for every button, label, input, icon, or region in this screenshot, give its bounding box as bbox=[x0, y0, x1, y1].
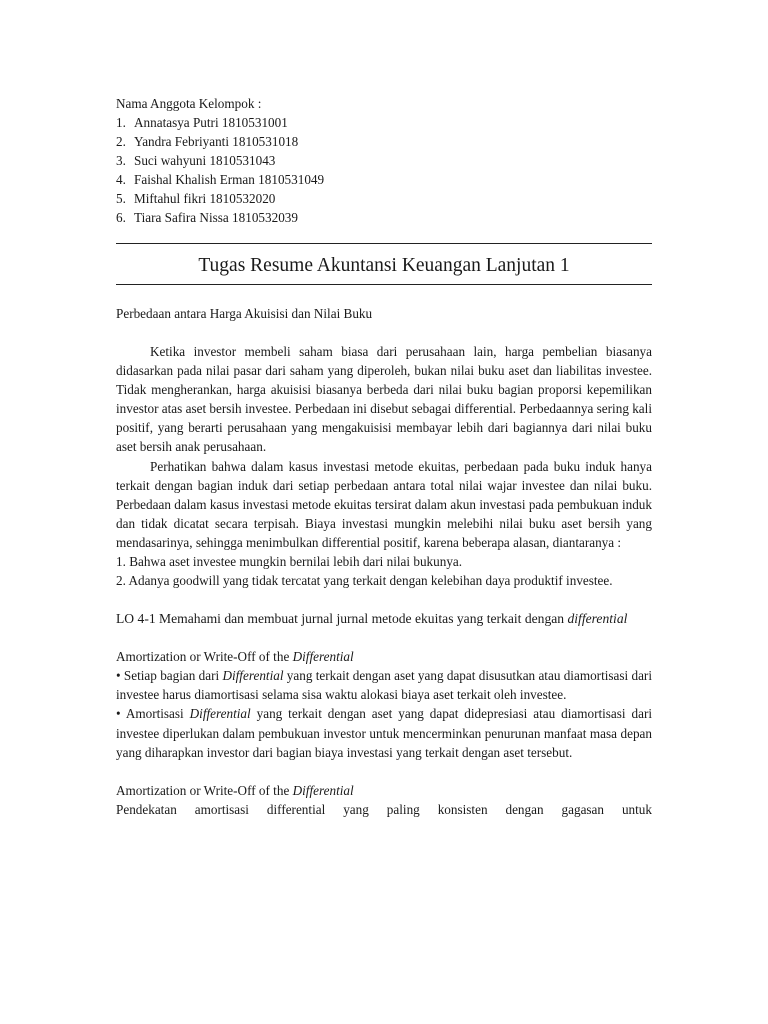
list-item bbox=[116, 189, 652, 208]
heading-italic: Differential bbox=[292, 649, 354, 665]
list-number: 4. bbox=[116, 172, 126, 187]
list-item bbox=[116, 170, 652, 189]
paragraph-2: Perhatikan bahwa dalam kasus investasi metode ekuitas, perbedaan pada buku induk hanya terkait dengan bagian induk dari setiap perbedaan antara total nilai wajar investee dan nilai buku. Perbedaan dalam kasus investasi metode ekuitas tersirat dalam akun investasi pada pembukuan induk dan tidak dicatat secara terpisah. Biaya investasi mungkin melebihi nilai buku aset bersih yang mendasarinya, sehingga menimbulkan differential positif, karena beberapa alasan, diantaranya : bbox=[116, 458, 652, 550]
learning-objective bbox=[116, 609, 652, 628]
member-name: Miftahul fikri 1810532020 bbox=[134, 191, 276, 206]
bullet-text: yang terkait dengan aset yang dapat didepresiasi atau diamortisasi dari investee diperlukan dalam pembukuan investor untuk mencerminkan penurunan manfaat masa depan yang diharapkan investor dari bagian biaya investasi yang terkait dengan aset tersebut. bbox=[116, 706, 653, 760]
bullet-text: • Setiap bagian dari bbox=[116, 668, 223, 684]
heading-italic: Differential bbox=[292, 782, 354, 798]
member-name: Faishal Khalish Erman 1810531049 bbox=[134, 172, 325, 187]
reason-item-1: 1. Bahwa aset investee mungkin bernilai lebih dari nilai bukunya. bbox=[116, 554, 463, 570]
heading-text: Amortization or Write-Off of the bbox=[116, 649, 293, 665]
heading-text: Amortization or Write-Off of the bbox=[116, 782, 293, 798]
bullet-item-1 bbox=[116, 666, 652, 704]
list-number: 5. bbox=[116, 191, 126, 206]
document-page bbox=[116, 94, 652, 819]
list-item bbox=[116, 113, 652, 132]
list-item bbox=[116, 208, 652, 227]
list-number: 6. bbox=[116, 210, 126, 225]
member-name: Tiara Safira Nissa 1810532039 bbox=[134, 210, 298, 225]
bullet-italic: Differential bbox=[189, 706, 251, 722]
amortization-heading bbox=[116, 781, 652, 800]
list-number: 1. bbox=[116, 115, 126, 130]
list-number: 3. bbox=[116, 153, 126, 168]
amortization-heading bbox=[116, 647, 652, 666]
reason-item-2: 2. Adanya goodwill yang tidak tercatat yang terkait dengan kelebihan daya produktif investee. bbox=[116, 573, 613, 589]
member-name: Suci wahyuni 1810531043 bbox=[134, 153, 276, 168]
list-item bbox=[116, 132, 652, 151]
bullet-item-2 bbox=[116, 704, 652, 761]
lo-italic: differential bbox=[567, 611, 628, 627]
amortization-section-2 bbox=[116, 781, 652, 819]
title-rule-bottom bbox=[116, 284, 652, 285]
lo-text: LO 4-1 Memahami dan membuat jurnal jurnal metode ekuitas yang terkait dengan bbox=[116, 611, 568, 627]
list-item bbox=[116, 151, 652, 170]
member-name: Yandra Febriyanti 1810531018 bbox=[134, 134, 299, 149]
amortization-section-1 bbox=[116, 647, 652, 761]
paragraph-1: Ketika investor membeli saham biasa dari perusahaan lain, harga pembelian biasanya didasarkan pada nilai pasar dari saham yang diperoleh, bukan nilai buku aset dan liabilitas investee. Tidak mengherankan, harga akuisisi biasanya berbeda dari nilai buku bagian proporsi kepemilikan investor atas aset bersih investee. Perbedaan ini disebut sebagai differential. Perbedaannya sering kali positif, yang berarti perusahaan yang mengakuisisi membayar lebih dari bagiannya dari nilai buku aset bersih anak perusahaan. bbox=[116, 344, 652, 455]
bullet-text: yang terkait dengan aset yang dapat disusutkan atau diamortisasi dari investee harus diamortisasi selama sisa waktu alokasi biaya aset terkait oleh investee. bbox=[116, 668, 652, 703]
member-name: Annatasya Putri 1810531001 bbox=[134, 115, 288, 130]
document-title: Tugas Resume Akuntansi Keuangan Lanjutan 1 bbox=[198, 255, 570, 276]
bullet-italic: Differential bbox=[222, 668, 284, 684]
list-number: 2. bbox=[116, 134, 126, 149]
section-heading: Perbedaan antara Harga Akuisisi dan Nilai Buku bbox=[116, 306, 373, 321]
members-list bbox=[116, 113, 652, 227]
paragraph-cutoff: Pendekatan amortisasi differential yang paling konsisten dengan gagasan untuk bbox=[116, 801, 652, 817]
bullet-text: • Amortisasi bbox=[116, 706, 190, 722]
members-title: Nama Anggota Kelompok : bbox=[116, 96, 262, 111]
